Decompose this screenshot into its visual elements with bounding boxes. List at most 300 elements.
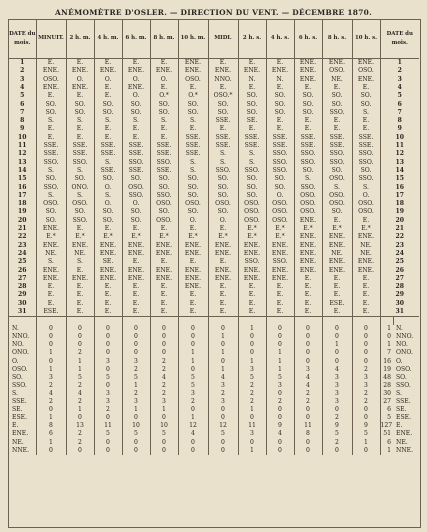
count-cell: 0 (266, 447, 294, 455)
direction-cell: E. (322, 84, 352, 92)
direction-label-cell: E. (12, 422, 19, 430)
direction-cell: E. (36, 283, 66, 291)
direction-cell: E. (322, 291, 352, 299)
direction-cell: SSO. (322, 150, 352, 158)
direction-label-cell: O. (12, 357, 19, 365)
header-hour: MIDI. (208, 20, 238, 59)
total-cell: 0 (380, 333, 393, 341)
date-cell: 20 (18, 216, 27, 224)
direction-cell: S. (322, 183, 352, 191)
date-cell: 10 (18, 133, 27, 141)
direction-cell: NE. (352, 242, 380, 250)
summary-row (9, 374, 419, 382)
direction-cell: OSO.* (208, 92, 238, 100)
direction-cell: SO. (322, 208, 352, 216)
direction-label-cell: ONO. (12, 349, 29, 357)
count-cell: 3 (322, 390, 352, 398)
direction-label-cell: NNO. (12, 333, 30, 341)
count-cell: 2 (66, 398, 94, 406)
direction-cell: SSE. (322, 134, 352, 142)
count-cell: 0 (238, 439, 266, 447)
count-cell: 0 (294, 325, 322, 333)
direction-cell: E. (322, 217, 352, 225)
direction-cell: ENE. (150, 67, 178, 75)
direction-cell: SO. (238, 192, 266, 200)
direction-cell: OSO. (208, 200, 238, 208)
direction-cell: SO. (322, 100, 352, 108)
direction-cell: ENE. (122, 67, 150, 75)
divider-cell (178, 317, 208, 326)
direction-cell: E. (178, 258, 208, 266)
direction-cell: E. (94, 59, 122, 68)
direction-cell: ENE. (208, 266, 238, 274)
direction-cell: N. (238, 76, 266, 84)
count-cell: 0 (266, 439, 294, 447)
direction-cell: SO. (266, 109, 294, 117)
direction-cell: S. (94, 192, 122, 200)
direction-cell: E. (66, 291, 94, 299)
direction-cell: SSE. (66, 150, 94, 158)
count-cell: 2 (66, 349, 94, 357)
direction-cell: ENE. (266, 266, 294, 274)
total-cell: 1 (380, 447, 393, 455)
direction-label-cell: OSO. (12, 365, 28, 373)
table-row (9, 200, 419, 208)
direction-cell: E. (294, 84, 322, 92)
direction-cell: E. (150, 308, 178, 317)
count-cell: 0 (94, 414, 122, 422)
direction-cell: ESE. (36, 308, 66, 317)
count-cell: 4 (36, 390, 66, 398)
header-hour: 6 h. s. (294, 20, 322, 59)
direction-label-cell: NNO. (396, 333, 414, 341)
count-cell: 0 (66, 447, 94, 455)
direction-cell: SSE. (238, 134, 266, 142)
direction-cell: ENE. (266, 275, 294, 283)
direction-cell: SO. (66, 175, 94, 183)
date-cell: 16 (18, 183, 27, 191)
direction-cell: S. (352, 183, 380, 191)
direction-cell: SSO. (266, 258, 294, 266)
count-cell: 0 (36, 358, 66, 366)
total-cell: 7 (380, 349, 393, 357)
direction-cell: E.* (150, 233, 178, 241)
direction-cell: SO. (66, 208, 94, 216)
count-cell: 0 (178, 406, 208, 414)
count-cell: 0 (94, 382, 122, 390)
direction-cell: S. (94, 159, 122, 167)
count-cell: 5 (238, 374, 266, 382)
count-cell: 0 (208, 325, 238, 333)
direction-cell: SSE. (208, 117, 238, 125)
direction-cell: SO. (294, 109, 322, 117)
direction-cell: E. (238, 283, 266, 291)
header-hour: 6 h. m. (122, 20, 150, 59)
date-cell: 13 (380, 159, 419, 167)
direction-cell: SSE. (266, 142, 294, 150)
count-cell: 0 (150, 325, 178, 333)
direction-cell: E. (238, 300, 266, 308)
count-cell: 5 (122, 374, 150, 382)
date-cell: 26 (18, 266, 27, 274)
direction-cell: E. (94, 300, 122, 308)
table-row (9, 159, 419, 167)
direction-label-cell: ESE. (396, 414, 412, 422)
direction-cell: E. (294, 283, 322, 291)
direction-cell: OSO. (352, 208, 380, 216)
direction-cell: ENE. (208, 275, 238, 283)
count-cell: 2 (36, 382, 66, 390)
date-cell: 7 (380, 109, 419, 117)
direction-cell: E. (150, 225, 178, 233)
direction-cell: OSO. (238, 217, 266, 225)
date-cell: 26 (380, 266, 419, 274)
summary-row (9, 349, 419, 357)
direction-cell: ENE. (36, 225, 66, 233)
count-cell: 0 (36, 406, 66, 414)
direction-cell: S. (238, 159, 266, 167)
direction-cell: SSO. (208, 167, 238, 175)
direction-cell: ENE. (322, 258, 352, 266)
direction-cell: E. (36, 125, 66, 133)
direction-cell: O.* (150, 92, 178, 100)
count-cell: 5 (94, 430, 122, 438)
summary-row (9, 422, 419, 430)
direction-cell: ENE. (238, 275, 266, 283)
count-cell: 2 (178, 398, 208, 406)
direction-cell: SSE. (208, 142, 238, 150)
direction-cell: SO. (352, 167, 380, 175)
count-cell: 0 (122, 349, 150, 357)
direction-cell: O. (352, 192, 380, 200)
table-row (9, 217, 419, 225)
count-cell: 2 (294, 398, 322, 406)
direction-cell: E. (122, 59, 150, 68)
direction-cell: OSO. (266, 208, 294, 216)
direction-cell: ENE. (294, 59, 322, 68)
direction-cell: SSO. (352, 159, 380, 167)
summary-row (9, 341, 419, 349)
section-divider (9, 317, 419, 326)
count-cell: 1 (238, 447, 266, 455)
direction-cell: E. (122, 258, 150, 266)
direction-cell: ENE. (266, 242, 294, 250)
direction-cell: SSE. (294, 134, 322, 142)
direction-cell: SSO. (150, 192, 178, 200)
divider-cell (393, 317, 419, 326)
direction-cell: E. (208, 59, 238, 68)
direction-cell: E. (150, 59, 178, 68)
direction-cell: SSO. (36, 159, 66, 167)
count-cell: 1 (266, 366, 294, 374)
direction-cell: SSE. (352, 142, 380, 150)
table-row (9, 242, 419, 250)
direction-cell: ENE. (178, 283, 208, 291)
total-cell: 6 (380, 439, 393, 447)
count-cell: 4 (294, 382, 322, 390)
direction-cell: E. (322, 283, 352, 291)
direction-cell: SO. (36, 217, 66, 225)
direction-cell: ENE. (178, 242, 208, 250)
total-cell: 1 (380, 325, 393, 333)
count-cell: 2 (150, 382, 178, 390)
direction-cell: OSO. (150, 200, 178, 208)
date-cell: 22 (380, 233, 419, 241)
direction-cell: OSO. (122, 183, 150, 191)
direction-cell: OSO. (178, 76, 208, 84)
count-cell: 0 (94, 447, 122, 455)
count-cell: 4 (150, 374, 178, 382)
direction-cell: SSE. (122, 167, 150, 175)
direction-label-cell: S. (396, 389, 402, 397)
summary-row (9, 439, 419, 447)
count-cell: 3 (94, 358, 122, 366)
direction-cell: SO. (178, 100, 208, 108)
divider-cell (66, 317, 94, 326)
count-cell: 0 (238, 414, 266, 422)
count-cell: 1 (66, 366, 94, 374)
table-row (9, 167, 419, 175)
date-cell: 2 (20, 67, 25, 75)
direction-cell: E. (352, 217, 380, 225)
direction-cell: E. (36, 300, 66, 308)
direction-label-cell: NNE. (12, 446, 30, 454)
count-cell: 10 (150, 422, 178, 430)
direction-cell: ENE. (122, 242, 150, 250)
count-cell: 0 (36, 341, 66, 349)
direction-cell: E.* (352, 225, 380, 233)
header-hour: 10 h. m. (178, 20, 208, 59)
page-title: ANÉMOMÈTRE D'OSLER. — DIRECTION DU VENT. — DÉCEMBRE 1870. (55, 8, 372, 17)
count-cell: 0 (122, 325, 150, 333)
summary-row (9, 414, 419, 422)
date-cell: 1 (20, 59, 25, 67)
count-cell: 0 (238, 349, 266, 357)
direction-cell: S. (66, 117, 94, 125)
table-row (9, 59, 419, 68)
direction-cell: E. (36, 59, 66, 68)
direction-cell: S. (36, 258, 66, 266)
direction-label-cell: SSO. (396, 381, 411, 389)
count-cell: 0 (266, 406, 294, 414)
count-cell: 3 (94, 398, 122, 406)
date-cell: 8 (380, 117, 419, 125)
table-row (9, 84, 419, 92)
direction-cell: ENE. (266, 250, 294, 258)
table-row (9, 92, 419, 100)
direction-label-cell: N. (396, 325, 403, 333)
count-cell: 0 (66, 414, 94, 422)
count-cell: 2 (238, 382, 266, 390)
count-cell: 5 (322, 430, 352, 438)
count-cell: 1 (266, 358, 294, 366)
count-cell: 2 (352, 390, 380, 398)
direction-cell: S. (352, 109, 380, 117)
count-cell: 1 (178, 414, 208, 422)
direction-cell: N. (266, 76, 294, 84)
count-cell: 0 (352, 447, 380, 455)
count-cell: 0 (352, 406, 380, 414)
count-cell: 1 (36, 439, 66, 447)
direction-label-cell: ENE. (12, 430, 29, 438)
count-cell: 4 (266, 430, 294, 438)
count-cell: 0 (322, 406, 352, 414)
direction-cell: ENE. (352, 266, 380, 274)
direction-cell: SSO. (322, 109, 352, 117)
direction-cell: E. (322, 275, 352, 283)
direction-cell: E. (352, 283, 380, 291)
date-cell: 18 (380, 200, 419, 208)
direction-label-cell: E. (396, 422, 403, 430)
direction-cell: SO. (94, 109, 122, 117)
direction-cell: ENE. (94, 242, 122, 250)
direction-cell: ENE. (294, 258, 322, 266)
direction-cell: SO. (178, 183, 208, 191)
direction-cell: ENE. (322, 59, 352, 68)
direction-cell: S. (36, 167, 66, 175)
count-cell: 0 (238, 341, 266, 349)
count-cell: 0 (266, 325, 294, 333)
direction-cell: SO. (208, 183, 238, 191)
direction-cell: E.* (266, 225, 294, 233)
direction-cell: SO. (238, 183, 266, 191)
table-row (9, 266, 419, 274)
count-cell: 0 (208, 341, 238, 349)
direction-cell: OSO. (294, 208, 322, 216)
count-cell: 0 (36, 325, 66, 333)
count-cell: 12 (178, 422, 208, 430)
direction-cell: E. (238, 291, 266, 299)
header-hour: 4 h. m. (94, 20, 122, 59)
direction-cell: ENE. (322, 266, 352, 274)
divider-cell (94, 317, 122, 326)
direction-label-cell: OSO. (396, 365, 412, 373)
direction-cell: SO. (266, 100, 294, 108)
direction-cell: E. (94, 125, 122, 133)
direction-cell: NE. (322, 250, 352, 258)
direction-cell: E. (94, 92, 122, 100)
table-row (9, 142, 419, 150)
direction-cell: E.* (294, 225, 322, 233)
count-cell: 3 (208, 398, 238, 406)
count-cell: 1 (178, 349, 208, 357)
direction-cell: E. (266, 291, 294, 299)
direction-cell: SO. (208, 192, 238, 200)
date-cell: 10 (380, 134, 419, 142)
direction-cell: SSE. (266, 134, 294, 142)
direction-cell: OSO. (322, 67, 352, 75)
direction-cell: SSE. (208, 134, 238, 142)
direction-cell: E. (66, 59, 94, 68)
date-cell: 6 (380, 100, 419, 108)
count-cell: 0 (238, 333, 266, 341)
count-cell: 1 (36, 366, 66, 374)
total-cell: 6 (380, 406, 393, 414)
divider-cell (36, 317, 66, 326)
count-cell: 4 (208, 374, 238, 382)
count-cell: 0 (294, 333, 322, 341)
count-cell: 0 (266, 390, 294, 398)
direction-cell: SO. (238, 175, 266, 183)
total-cell: 48 (380, 374, 393, 382)
count-cell: 5 (94, 374, 122, 382)
direction-cell: S. (66, 167, 94, 175)
direction-cell: E. (178, 291, 208, 299)
direction-cell: E. (352, 300, 380, 308)
direction-cell: E. (66, 125, 94, 133)
direction-cell: SSE. (322, 142, 352, 150)
direction-cell: O. (122, 92, 150, 100)
direction-cell: S. (36, 117, 66, 125)
count-cell: 0 (178, 447, 208, 455)
direction-cell: E. (150, 300, 178, 308)
direction-cell: E. (94, 225, 122, 233)
direction-cell: ENE. (66, 275, 94, 283)
direction-cell: ENE. (122, 275, 150, 283)
count-cell: 0 (178, 333, 208, 341)
divider-cell (238, 317, 266, 326)
direction-cell: ENE. (352, 258, 380, 266)
direction-cell: ENE. (352, 76, 380, 84)
direction-cell: OSO. (294, 192, 322, 200)
direction-cell: ENE. (294, 250, 322, 258)
direction-cell: SO. (238, 109, 266, 117)
count-cell: 4 (66, 390, 94, 398)
count-cell: 2 (150, 390, 178, 398)
count-cell: 5 (178, 374, 208, 382)
count-cell: 12 (208, 422, 238, 430)
table-row (9, 150, 419, 158)
divider-cell (150, 317, 178, 326)
direction-cell: SSE. (352, 134, 380, 142)
date-cell: 5 (20, 92, 25, 100)
direction-cell: SSO. (36, 183, 66, 191)
direction-cell: ENE. (94, 266, 122, 274)
count-cell: 0 (208, 439, 238, 447)
count-cell: 3 (150, 398, 178, 406)
direction-cell: ENE. (122, 266, 150, 274)
direction-cell: SSO. (238, 258, 266, 266)
direction-cell: ENE. (66, 242, 94, 250)
direction-cell: SSE. (94, 142, 122, 150)
direction-cell: E. (238, 59, 266, 68)
direction-cell: OSO. (322, 192, 352, 200)
direction-cell: E. (208, 225, 238, 233)
direction-cell: NNO. (208, 76, 238, 84)
direction-cell: SO. (238, 92, 266, 100)
summary-row (9, 366, 419, 374)
direction-cell: OSO. (66, 200, 94, 208)
count-cell: 2 (238, 390, 266, 398)
count-cell: 0 (178, 341, 208, 349)
direction-cell: ENE. (178, 275, 208, 283)
date-cell: 15 (18, 175, 27, 183)
date-cell: 18 (18, 200, 27, 208)
header-hour: 2 h. s. (238, 20, 266, 59)
count-cell: 0 (94, 349, 122, 357)
count-cell: 0 (266, 414, 294, 422)
direction-cell: SO. (122, 208, 150, 216)
direction-cell: SO. (94, 100, 122, 108)
direction-cell: SSE. (36, 142, 66, 150)
direction-cell: SSE. (122, 150, 150, 158)
direction-cell: NE. (322, 76, 352, 84)
direction-cell: ENE. (294, 233, 322, 241)
direction-cell: SO. (208, 175, 238, 183)
direction-cell: SSO. (322, 159, 352, 167)
wind-direction-table (9, 20, 419, 455)
direction-cell: SSE. (122, 142, 150, 150)
